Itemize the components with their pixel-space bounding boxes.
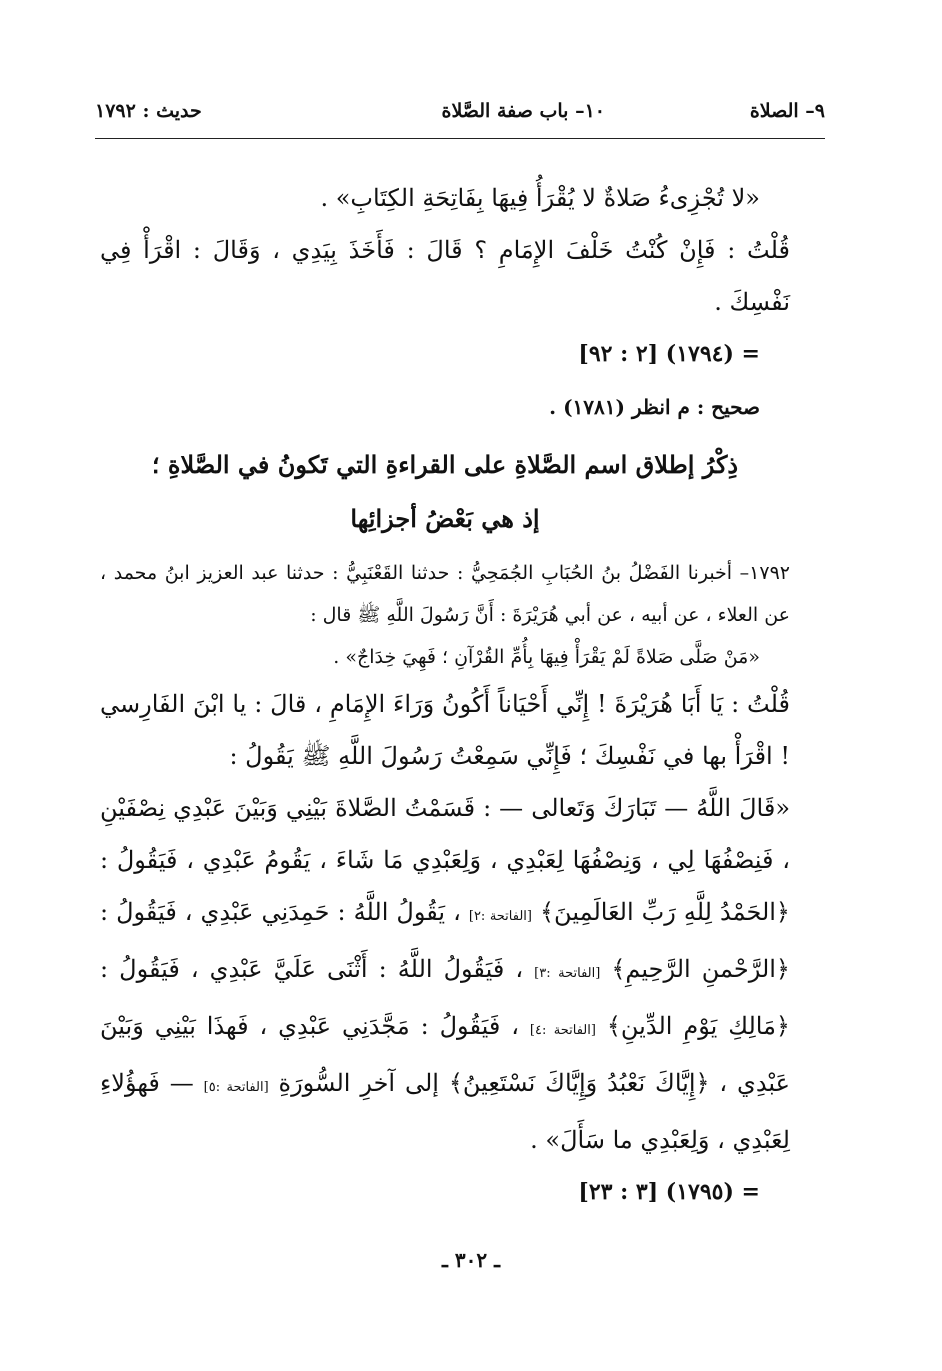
hadith-isnad: ١٧٩٢– أخبرنا الفَضْلُ بنُ الحُبَابِ الجُمَحِيُّ : حدثنا القَعْنَبِيُّ : حدثنا عبد العزيز ابنُ محمد ، عن العلاء ، عن أبيه ، عن أبي هُرَيْرَةَ : أَنَّ رَسُولَ اللَّهِ ﷺ قال : [100,562,790,626]
quran-reference: [الفاتحة :٤] [529,1023,596,1038]
header-divider [95,138,825,139]
hadith-qudsi [100,782,790,1166]
qudsi-text: — فَهؤُلاءِ لِعَبْدِي ، وَلِعَبْدِي ما سَأَلَ» . [100,1069,790,1154]
header-hadith-number: حديث : ١٧٩٢ [95,100,202,122]
page-body [100,172,790,1218]
qudsi-text: ، فَيَقُولُ : مَجَّدَنِي عَبْدِي ، فَهذَا بَيْنِي وَبَيْنَ عَبْدِي ، ﴿إِيَّاكَ نَعْبُدُ وَإِيَّاكَ نَسْتَعِينُ﴾ إلى آخرِ السُّورَةِ [100,1012,790,1097]
header-chapter-title: ١٠– باب صفة الصَّلاة [441,100,605,122]
text-line: «لا تُجْزِىءُ صَلاةٌ لا يُقْرَأُ فِيهَا بِفَاتِحَةِ الكِتَابِ» . [320,184,760,212]
hadith-matn: «مَنْ صَلَّى صَلاةً لَمْ يَقْرَأْ فِيهَا بِأُمِّ القُرْآنِ ؛ فَهِيَ خِدَاجٌ» . [333,646,760,668]
cross-reference: = (١٧٩٤) [٢ : ٩٢] [578,341,760,367]
hadith-grading: صحيح : م انظر (١٧٨١) . [549,395,760,419]
quran-reference: [الفاتحة :٢] [468,909,532,924]
running-header [95,96,825,130]
cross-reference: = (١٧٩٥) [٣ : ٢٣] [578,1179,760,1205]
chapter-heading: ذِكْرُ إطلاق اسم الصَّلاةِ على القراءةِ التي تَكونُ في الصَّلاةِ ؛ إذ هي بَعْضُ أجزائِها [151,450,739,533]
text-paragraph: قُلْتُ : يَا أَبَا هُرَيْرَةَ ! إِنِّي أَحْيَاناً أَكُونُ وَرَاءَ الإِمَامِ ، قالَ : يا ابْنَ الفَارِسي ! اقْرَأْ بها في نَفْسِكَ ؛ فَإِنِّي سَمِعْتُ رَسُولَ اللَّهِ ﷺ يَقُولُ : [100,690,790,770]
qudsi-text: ، فَيَقُولُ اللَّهُ : أَثْنَى عَلَيَّ عَبْدِي ، فَيَقُولُ : ﴿مَالِكِ يَوْمِ الدِّينِ﴾ [100,955,790,1040]
header-section-title: ٩– الصلاة [749,100,825,122]
qudsi-text: «قَالَ اللَّهُ — تَبَارَكَ وَتَعالى — : قَسَمْتُ الصَّلاةَ بَيْنِي وَبَيْنَ عَبْدِي نِصْفَيْنِ ، فَنِصْفُهَا لِي ، وَنِصْفُهَا لِعَبْدِي ، وَلِعَبْدِي مَا شَاءَ ، يَقُومُ عَبْدِي ، فَيَقُولُ : ﴿الحَمْدُ لِلَّهِ رَبِّ العَالَمِينَ﴾ [100,794,790,926]
quran-reference: [الفاتحة :٥] [203,1080,269,1095]
qudsi-text: ، يَقُولُ اللَّهُ : حَمِدَنِي عَبْدِي ، فَيَقُولُ : ﴿الرَّحْمنِ الرَّحِيمِ﴾ [100,898,790,983]
text-paragraph: قُلْتُ : فَإِنْ كُنْتُ خَلْفَ الإِمَامِ ؟ قَالَ : فَأَخَذَ بِيَدِي ، وَقَالَ : اقْرَأْ فِي نَفْسِكَ . [100,236,790,316]
quran-reference: [الفاتحة :٣] [534,966,601,981]
page-number: ـ ٣٠٢ ـ [442,1248,500,1272]
